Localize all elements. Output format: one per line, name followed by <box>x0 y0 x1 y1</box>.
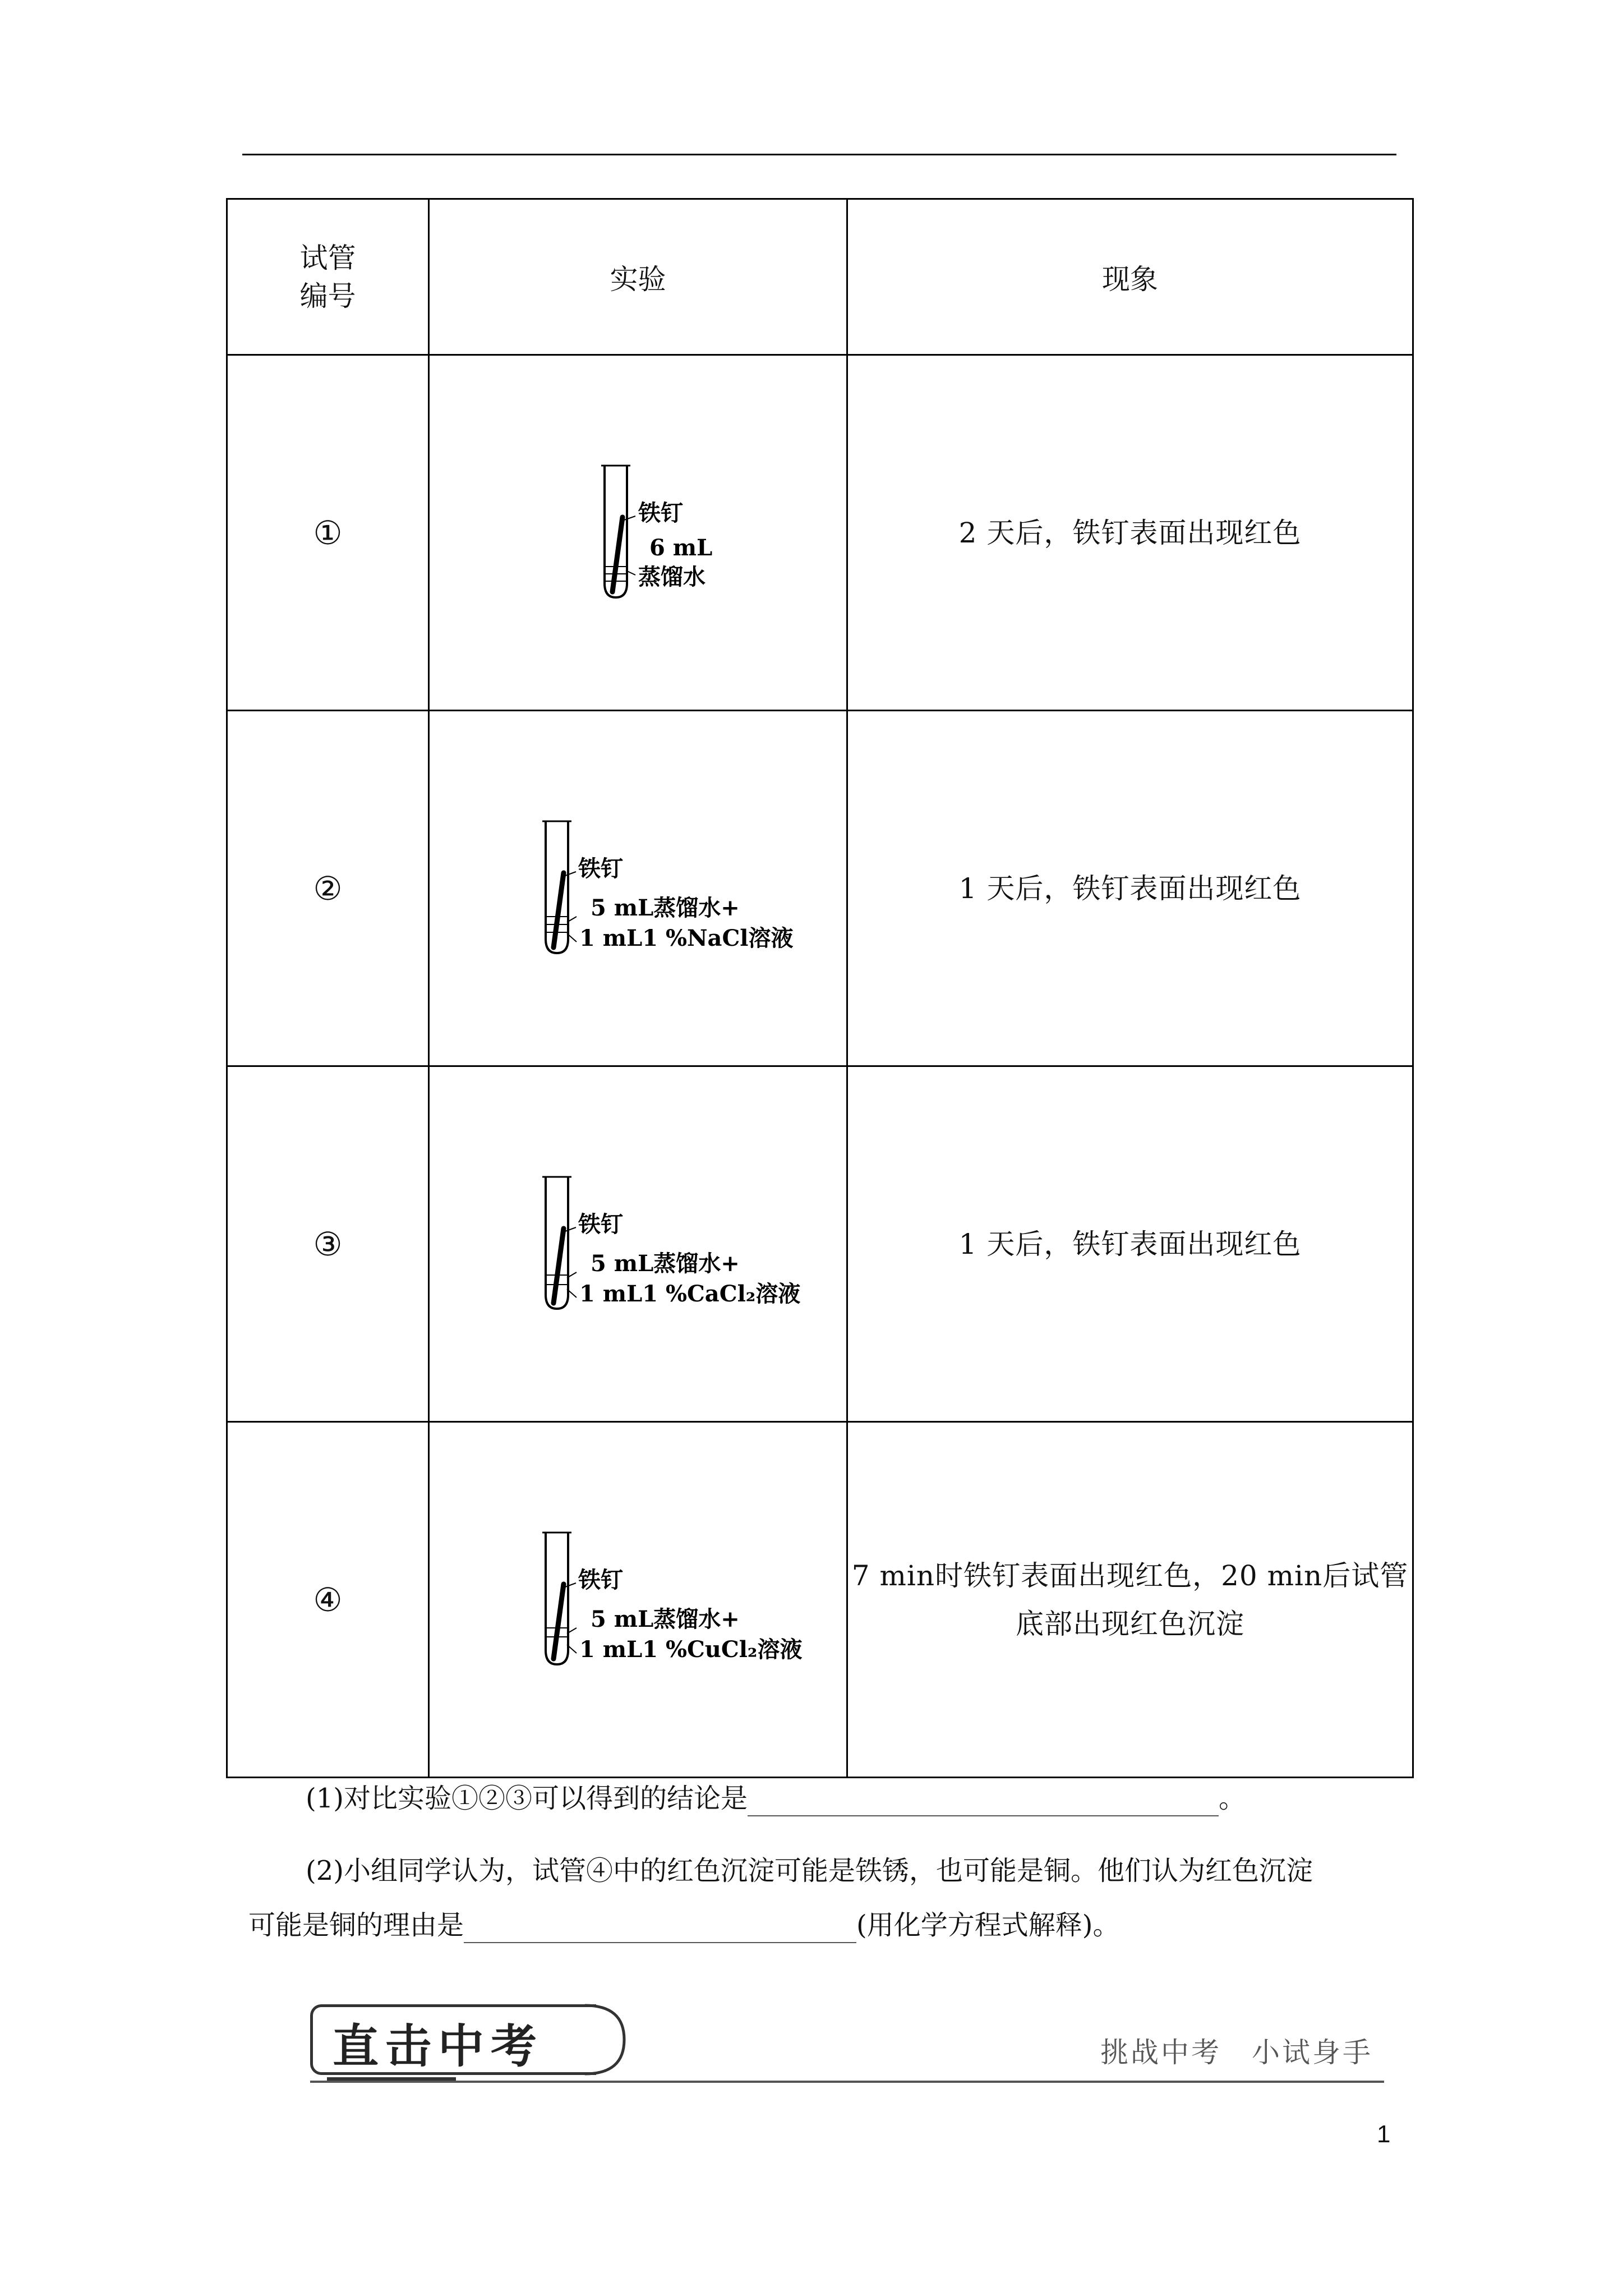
label-liquid-1: 5 mL蒸馏水+ <box>590 894 740 921</box>
label-nail: 铁钉 <box>578 1211 623 1237</box>
question-2-end: (用化学方程式解释)。 <box>856 1910 1120 1941</box>
tube-number: ② <box>227 711 429 1066</box>
test-tube-diagram <box>506 1521 802 1678</box>
header-number-line1: 试管 <box>299 241 356 274</box>
test-tube-diagram <box>506 1166 800 1323</box>
label-nail: 铁钉 <box>578 855 623 882</box>
label-liquid-2: 蒸馏水 <box>638 563 706 590</box>
label-liquid-2: 1 mL1 %CuCl₂溶液 <box>579 1636 802 1663</box>
question-2-line-1: (2)小组同学认为，试管④中的红色沉淀可能是铁锈，也可能是铜。他们认为红色沉淀 <box>306 1855 1313 1887</box>
page-number: 1 <box>1377 2120 1391 2148</box>
answer-blank-1[interactable] <box>748 1782 1219 1816</box>
phenomenon-text: 1 天后，铁钉表面出现红色 <box>847 711 1413 1066</box>
label-liquid-2: 1 mL1 %NaCl溶液 <box>579 924 793 951</box>
banner-subtitle: 挑战中考 小试身手 <box>1100 2036 1373 2069</box>
question-2-start: 可能是铜的理由是 <box>248 1910 464 1941</box>
experiment-table <box>226 198 1414 1778</box>
table-row <box>227 1422 1413 1778</box>
banner-rule <box>310 2081 1384 2083</box>
experiment-diagram-cell <box>429 711 847 1066</box>
answer-blank-2[interactable] <box>464 1908 856 1943</box>
header-experiment: 实验 <box>429 199 847 355</box>
header-phenomenon: 现象 <box>847 199 1413 355</box>
test-tube-diagram <box>506 810 793 967</box>
question-2-line-2 <box>248 1908 1119 1943</box>
iron-nail-icon <box>554 873 564 947</box>
iron-nail-icon <box>554 1584 564 1659</box>
table-row <box>227 711 1413 1066</box>
header-rule <box>242 154 1396 155</box>
table-row <box>227 1066 1413 1422</box>
banner-title: 直击中考 <box>333 2020 544 2073</box>
experiment-diagram-cell <box>429 1066 847 1422</box>
banner-arc <box>585 2004 630 2077</box>
label-liquid-1: 6 mL <box>649 534 712 561</box>
phenomenon-text: 2 天后，铁钉表面出现红色 <box>847 355 1413 711</box>
experiment-diagram-cell <box>429 1422 847 1778</box>
label-nail: 铁钉 <box>638 499 683 526</box>
label-liquid-1: 5 mL蒸馏水+ <box>590 1250 740 1277</box>
phenomenon-text: 7 min时铁钉表面出现红色，20 min后试管底部出现红色沉淀 <box>847 1422 1413 1778</box>
question-1-end: 。 <box>1219 1783 1246 1814</box>
header-number-line2: 编号 <box>299 279 356 312</box>
tube-number: ① <box>227 355 429 711</box>
tube-number: ④ <box>227 1422 429 1778</box>
table-row <box>227 355 1413 711</box>
tube-number: ③ <box>227 1066 429 1422</box>
iron-nail-icon <box>554 1228 564 1303</box>
question-1-text: (1)对比实验①②③可以得到的结论是 <box>306 1783 748 1814</box>
question-1 <box>306 1782 1246 1816</box>
test-tube-diagram <box>537 454 739 611</box>
label-liquid-1: 5 mL蒸馏水+ <box>590 1605 740 1632</box>
label-liquid-2: 1 mL1 %CaCl₂溶液 <box>579 1280 800 1307</box>
table-header-row <box>227 199 1413 355</box>
phenomenon-text: 1 天后，铁钉表面出现红色 <box>847 1066 1413 1422</box>
section-banner <box>310 2004 1384 2083</box>
experiment-diagram-cell <box>429 355 847 711</box>
label-nail: 铁钉 <box>578 1566 623 1593</box>
header-number <box>227 199 429 355</box>
